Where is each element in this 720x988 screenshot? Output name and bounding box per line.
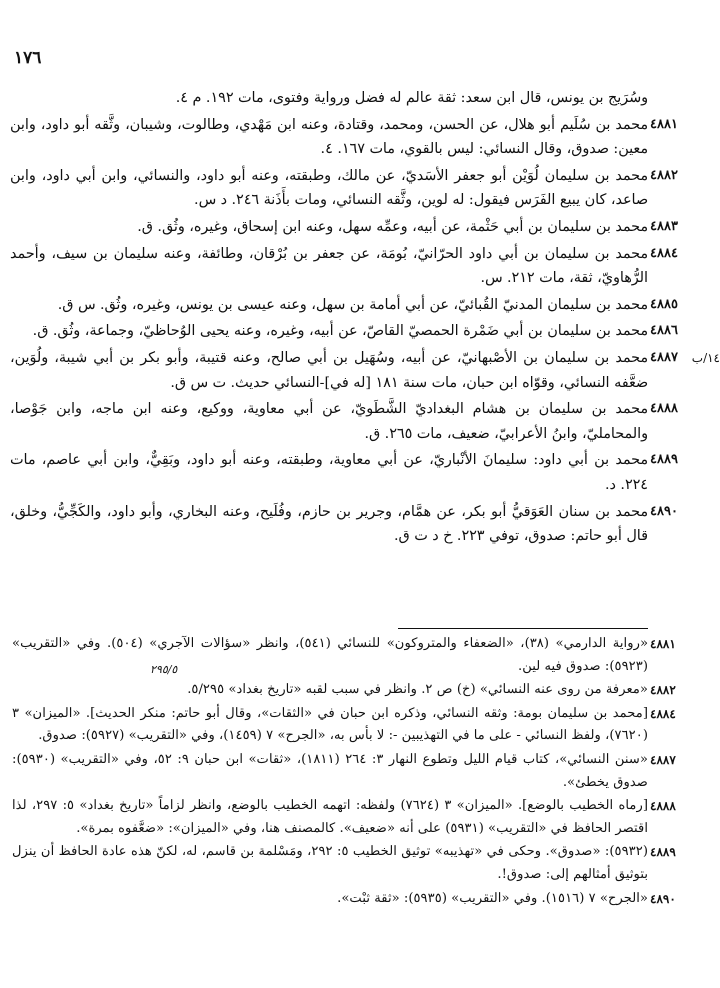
entry-number: ٤٨٨٧	[650, 349, 678, 365]
entry-number: ٤٨٨٩	[650, 452, 678, 468]
entry-text: محمد بن سليمان بن أبي ضَمْرة الحمصيّ القاصّ، عن أبيه، وغيره، وعنه يحيى الوُحاظيّ، وجماعة، وثُق. ق.	[32, 323, 648, 340]
entry-4888	[10, 397, 678, 446]
entry-number: ٤٨٨٤	[650, 245, 678, 261]
footnote-divider	[398, 628, 648, 629]
entry-text: محمد بن سليمان بن أبي حَثْمة، عن أبيه، وعمِّه سهل، وعنه ابن إسحاق، وغيره، وثُق. ق.	[137, 218, 648, 235]
entry-text: وسُرَيج بن يونس، قال ابن سعد: ثقة عالم له فضل ورواية وفتوى، مات ١٩٢. م ٤.	[175, 90, 648, 106]
footnotes	[12, 633, 676, 911]
footnote-number: ٤٨٨٧	[650, 752, 676, 767]
footnote-text: [رماه الخطيب بالوضع]. «الميزان» ٣ (٧٦٢٤) ولفظه: اتهمه الخطيب بالوضع، وانظر لزاماً «تاريخ بغداد» ٥: ٢٩٧، لذا اقتصر الحافظ في «التقريب» (٥٩٣١) على أنه «ضعيف». كالمصنف هنا، وفي «الميزان»: «ضعَّفوه بمرة».	[12, 798, 648, 836]
footnote-4889	[12, 841, 676, 886]
entry-number: ٤٨٨٥	[650, 296, 678, 312]
entry-4884	[10, 242, 678, 291]
margin-folio-marker: ١٤/ب	[691, 350, 720, 365]
entry-4882	[10, 164, 678, 213]
main-text	[10, 86, 720, 551]
entry-4885	[10, 293, 678, 318]
handwritten-note: ٢٩٥/٥	[150, 663, 178, 676]
entry-continuation	[10, 86, 648, 111]
footnote-number: ٤٨٨١	[650, 637, 676, 651]
footnote-text: «معرفة من روى عنه النسائي» (خ) ص ٢. وانظر في سبب لقبه «تاريخ بغداد» ٥/٢٩٥.	[187, 682, 648, 698]
footnote-4887	[12, 749, 676, 794]
page-number: ١٧٦	[14, 48, 42, 68]
footnote-number: ٤٨٨٩	[650, 845, 676, 860]
entry-number: ٤٨٨٦	[650, 323, 678, 339]
footnote-number: ٤٨٨٨	[650, 799, 676, 814]
entry-4889	[10, 448, 678, 497]
footnote-text: «الجرح» ٧ (١٥١٦). وفي «التقريب» (٥٩٣٥): «ثقة ثبْت».	[337, 890, 648, 906]
entry-number: ٤٨٨٨	[650, 401, 678, 417]
entry-4890	[10, 500, 678, 549]
entry-text: محمد بن سليمان بن أبي داود الحرّانيّ، بُومَة، عن جعفر بن بُرْقان، وطائفة، وعنه سليمان بن سيف، وأحمد الرُّهاويّ، ثقة، مات ٢١٢. س.	[10, 245, 648, 287]
footnote-4890	[12, 888, 676, 911]
entry-number: ٤٨٩٠	[650, 503, 678, 519]
footnote-4882	[12, 679, 676, 702]
entry-4887	[10, 346, 720, 395]
footnote-number: ٤٨٨٤	[650, 706, 676, 721]
footnote-number: ٤٨٨٢	[650, 683, 676, 698]
entry-4886	[10, 319, 678, 344]
footnote-4881	[12, 633, 676, 678]
footnote-number: ٤٨٩٠	[650, 891, 676, 906]
footnote-text: «رواية الدارمي» (٣٨)، «الضعفاء والمتروكون» للنسائي (٥٤١)، وانظر «سؤالات الآجري» (٥٠٤). وفي «التقريب» (٥٩٢٣): صدوق فيه لين.	[12, 636, 649, 674]
entry-text: محمد بن أبي داود: سليمانَ الأنْباريّ، عن أبي معاوية، وطبقته، وعنه أبو داود، وبَقِيٌّ، وابن أبي عاصم، مات ٢٢٤. د.	[10, 452, 648, 493]
entry-number: ٤٨٨٢	[650, 167, 678, 183]
entry-4883	[10, 215, 678, 240]
footnote-4888	[12, 795, 676, 840]
footnote-text: [محمد بن سليمان بومة: وثقه النسائي، وذكره ابن حبان في «الثقات»، وقال أبو حاتم: منكر الحديث]. «الميزان» ٣ (٧٦٢٠)، ولفظ النسائي - على ما في التهذيبين -: لا بأس به، «الجرح» ٧ (١٤٥٩)، وفي «التقريب» (٥٩٢٧): صدوق.	[12, 705, 648, 744]
entry-number: ٤٨٨١	[650, 116, 678, 132]
entry-text: محمد بن سنان العَوَقيُّ أبو بكر، عن همَّام، وجرير بن حازم، وفُلَيح، وعنه البخاري، وأبو داود، والكَجِّيُّ، وخلق، قال أبو حاتم: صدوق، توفي ٢٢٣. خ د ت ق.	[10, 503, 648, 545]
entry-text: محمد بن سُلَيم أبو هلال، عن الحسن، ومحمد، وقتادة، وعنه ابن مَهْدي، وطالوت، وشيبان، وثَّقه أبو داود، وابن معين: صدوق، وقال النسائي: ليس بالقوي، مات ١٦٧. ٤.	[10, 116, 648, 158]
entry-text: محمد بن سليمان لُوَيْن أبو جعفر الأسَديّ، عن مالك، وطبقته، وعنه أبو داود، والنسائي، وابن أبي داود، وابن صاعد، كان يبيع الفَرَس فيقول: له لوين، وثَّقه النسائي، ومات بأَذَنة ٢٤٦. د س.	[10, 167, 648, 209]
footnote-text: (٥٩٣٢): «صدوق». وحكى في «تهذيبه» توثيق الخطيب ٥: ٢٩٢، ومَسْلمة بن قاسم، له، لكنّ هذه عادة الحافظ أن ينزل بتوثيق أمثالهم إلى: صدوق!.	[12, 844, 649, 882]
entry-4881	[10, 113, 678, 162]
footnote-text: «سنن النسائي»، كتاب قيام الليل وتطوع النهار ٣: ٢٦٤ (١٨١١)، «ثقات» ابن حبان ٩: ٥٢، وفي «التقريب» (٥٩٣٠): صدوق يخطئ».	[12, 751, 649, 790]
entry-text: محمد بن سليمان بن الأصْبهانيّ، عن أبيه، وسُهَيل بن أبي صالح، وعنه قتيبة، وأبو بكر بن أبي شيبة، ولُوَين، ضعَّفه النسائي، وقوّاه ابن حبان، مات سنة ١٨١ [له في]-النسائي حديث. ت س ق.	[10, 349, 648, 391]
entry-text: محمد بن سليمان المدنيّ القُبائيّ، عن أبي أمامة بن سهل، وعنه عيسى بن يونس، وغيره، وثُق. س ق.	[57, 296, 648, 313]
entry-number: ٤٨٨٣	[650, 218, 678, 234]
entry-text: محمد بن سليمان بن هشام البغداديّ الشَّطَويّ، عن أبي معاوية، ووكيع، وعنه ابن ماجه، وابن جَوْصا، والمحامليّ، وابنُ الأعرابيّ، ضعيف، مات ٢٦٥. ق.	[10, 401, 648, 442]
footnote-4884	[12, 703, 676, 748]
